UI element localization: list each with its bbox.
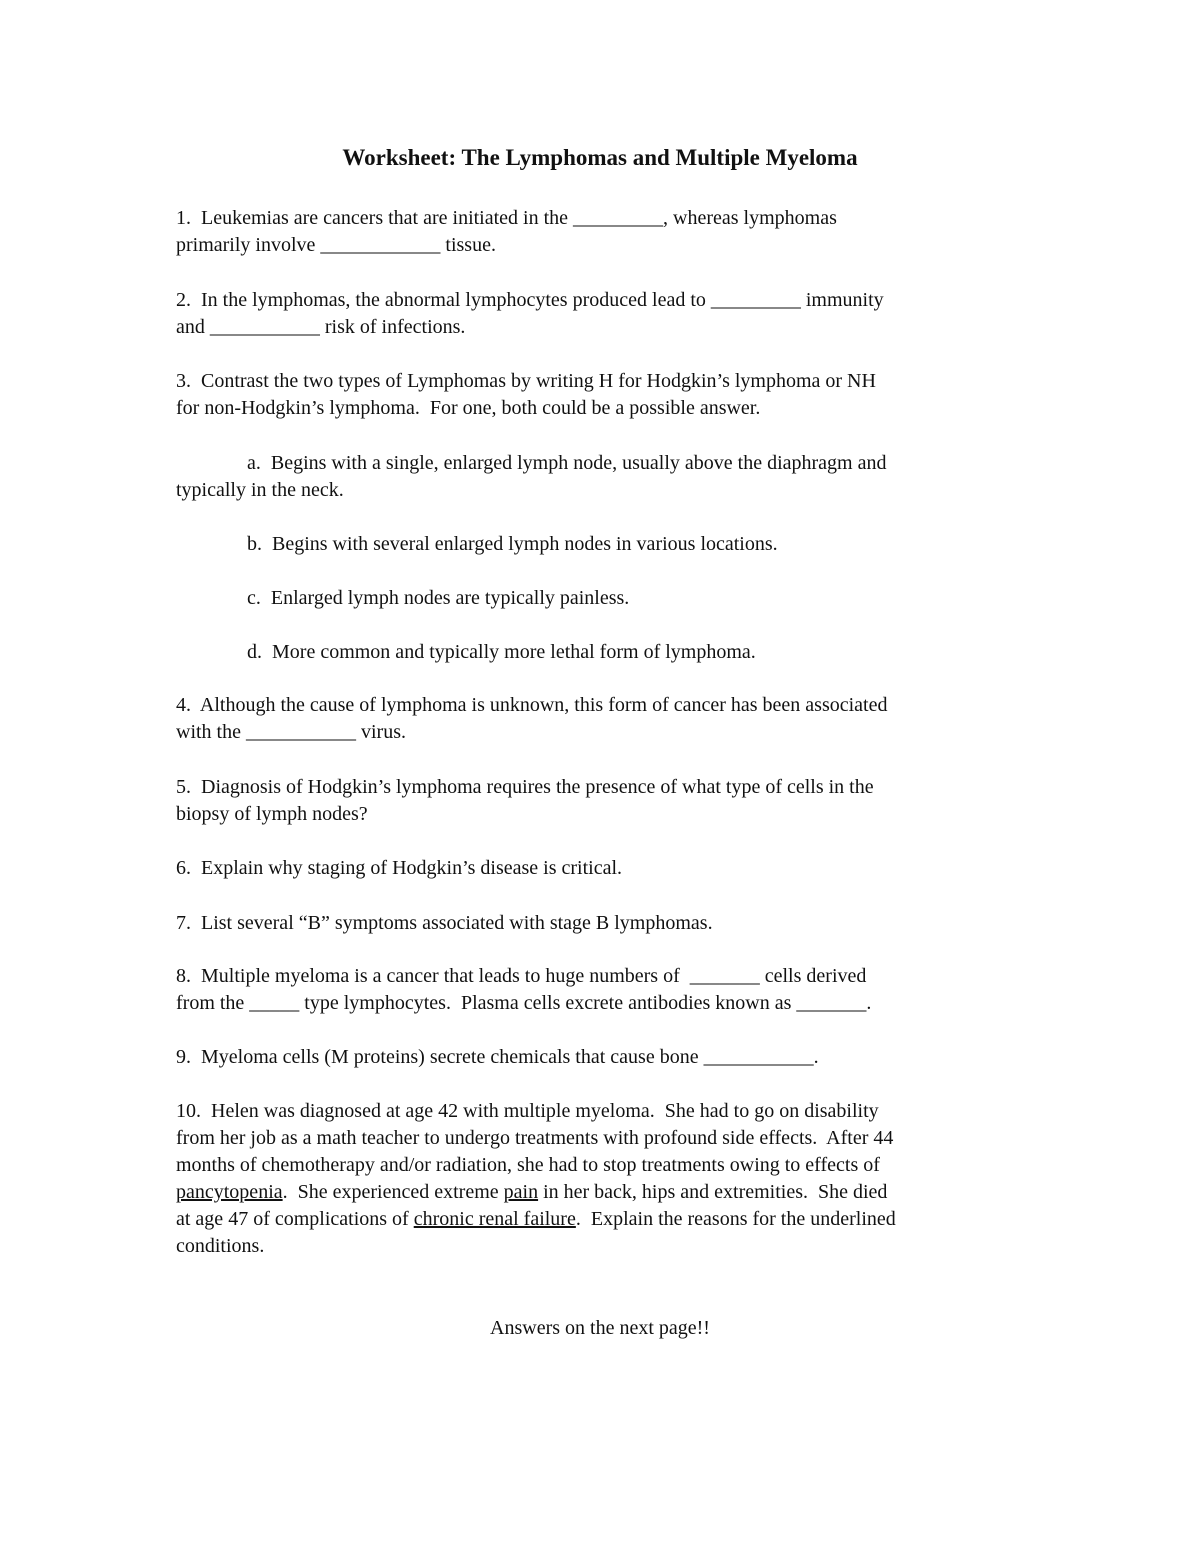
question-4-line-2: with the ___________ virus. [176, 721, 406, 743]
question-10-line-6: conditions. [176, 1235, 265, 1257]
question-5-line-2: biopsy of lymph nodes? [176, 803, 368, 825]
question-3 [176, 368, 1036, 422]
question-10-line-3: months of chemotherapy and/or radiation, she had to stop treatments owing to effects of [176, 1154, 880, 1176]
question-3a-line-2: typically in the neck. [176, 479, 344, 501]
question-10 [176, 1098, 1036, 1260]
question-3b-text: b. Begins with several enlarged lymph nodes in various locations. [247, 533, 778, 555]
question-3b [176, 531, 1036, 558]
answers-note: Answers on the next page!! [490, 1317, 710, 1339]
question-6 [176, 855, 1036, 882]
page-title: Worksheet: The Lymphomas and Multiple Myeloma [342, 145, 858, 170]
question-8 [176, 963, 1036, 1017]
question-3c [176, 585, 1036, 612]
question-10-line-5-text-2: . Explain the reasons for the underlined [575, 1208, 896, 1230]
question-3-line-2: for non-Hodgkin’s lymphoma. For one, both could be a possible answer. [176, 397, 761, 419]
question-10-line-1: 10. Helen was diagnosed at age 42 with multiple myeloma. She had to go on disability [176, 1100, 879, 1122]
question-5 [176, 774, 1036, 828]
question-3a-line-1: a. Begins with a single, enlarged lymph node, usually above the diaphragm and [247, 452, 887, 474]
question-10-line-4-text-1: . She experienced extreme [282, 1181, 504, 1203]
question-8-line-2: from the _____ type lymphocytes. Plasma cells excrete antibodies known as _______. [176, 992, 872, 1014]
question-7 [176, 910, 1036, 937]
question-8-line-1: 8. Multiple myeloma is a cancer that leads to huge numbers of _______ cells derived [176, 965, 867, 987]
question-7-text: 7. List several “B” symptoms associated with stage B lymphomas. [176, 912, 713, 934]
question-10-line-5-text-1: at age 47 of complications of [176, 1208, 414, 1230]
question-10-line-2: from her job as a math teacher to undergo treatments with profound side effects. After 44 [176, 1127, 894, 1149]
question-3a [176, 450, 1036, 504]
question-4-line-1: 4. Although the cause of lymphoma is unknown, this form of cancer has been associated [176, 694, 888, 716]
question-3d-text: d. More common and typically more lethal form of lymphoma. [247, 641, 756, 663]
underlined-pain: pain [503, 1181, 539, 1203]
question-1-line-2: primarily involve ____________ tissue. [176, 234, 496, 256]
question-3d [176, 639, 1036, 666]
question-5-line-1: 5. Diagnosis of Hodgkin’s lymphoma requires the presence of what type of cells in the [176, 776, 874, 798]
question-4 [176, 692, 1036, 746]
question-9 [176, 1044, 1036, 1071]
underlined-chronic-renal-failure: chronic renal failure [413, 1208, 576, 1230]
question-10-line-4 [176, 1179, 1036, 1206]
question-10-line-5 [176, 1206, 1036, 1233]
underlined-pancytopenia: pancytopenia [176, 1181, 283, 1203]
question-9-text: 9. Myeloma cells (M proteins) secrete chemicals that cause bone ___________. [176, 1046, 819, 1068]
question-1-line-1: 1. Leukemias are cancers that are initiated in the _________, whereas lymphomas [176, 207, 837, 229]
question-3-line-1: 3. Contrast the two types of Lymphomas by writing H for Hodgkin’s lymphoma or NH [176, 370, 876, 392]
question-1 [176, 205, 1036, 259]
question-3c-text: c. Enlarged lymph nodes are typically painless. [247, 587, 630, 609]
question-6-text: 6. Explain why staging of Hodgkin’s disease is critical. [176, 857, 623, 879]
question-2-line-2: and ___________ risk of infections. [176, 316, 466, 338]
question-10-line-4-text-2: in her back, hips and extremities. She died [538, 1181, 888, 1203]
question-2 [176, 287, 1036, 341]
question-2-line-1: 2. In the lymphomas, the abnormal lymphocytes produced lead to _________ immunity [176, 289, 884, 311]
